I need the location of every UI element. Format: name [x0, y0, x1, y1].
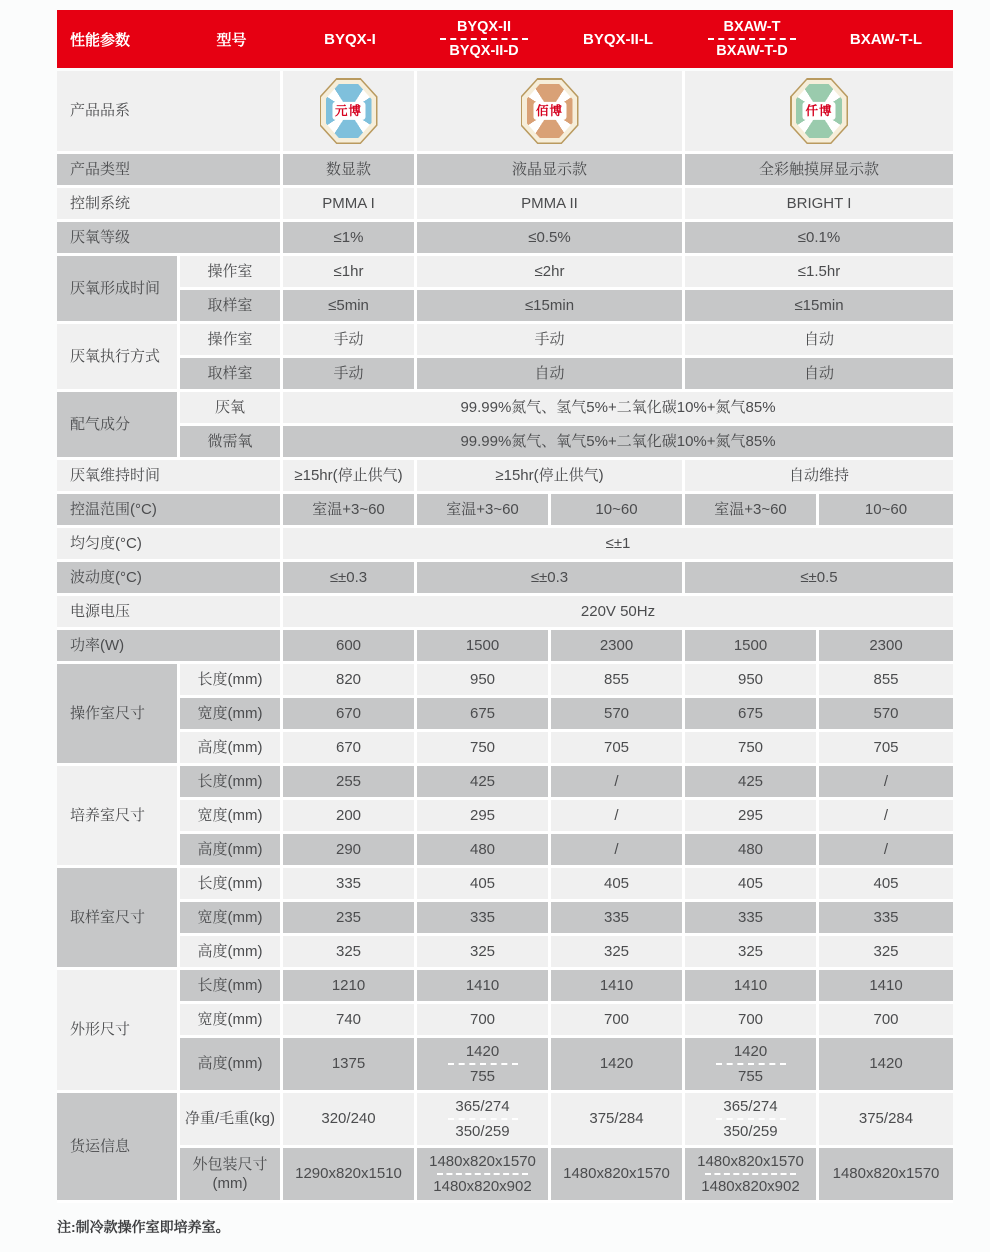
value-cell: 99.99%氮气、氧气5%+二氧化碳10%+氮气85%	[283, 426, 953, 460]
value-cell: 全彩触摸屏显示款	[685, 154, 953, 188]
value-cell: 335	[819, 902, 953, 936]
value-cell: 1480x820x1570	[551, 1148, 685, 1203]
value-cell: 液晶显示款	[417, 154, 685, 188]
dashed-divider	[716, 1118, 786, 1120]
param-label: 厌氧等级	[57, 222, 283, 256]
value-cell: 325	[417, 936, 551, 970]
value-cell: 325	[819, 936, 953, 970]
value-cell: 自动	[417, 358, 685, 392]
value-line: 755	[737, 1068, 764, 1085]
header-col-byqx2-bottom: BYQX-II-D	[449, 43, 519, 59]
value-cell: 2300	[819, 630, 953, 664]
sub-label: 长度(mm)	[180, 970, 283, 1004]
series-badge-cell	[685, 71, 953, 154]
sub-label: 宽度(mm)	[180, 902, 283, 936]
dashed-divider	[437, 1173, 529, 1175]
value-cell: 405	[819, 868, 953, 902]
value-cell: 480	[417, 834, 551, 868]
value-cell: ≤2hr	[417, 256, 685, 290]
value-cell: 数显款	[283, 154, 417, 188]
value-cell: 405	[417, 868, 551, 902]
header-col-bxawt-top: BXAW-T	[723, 19, 781, 35]
sub-label: 净重/毛重(kg)	[180, 1093, 283, 1148]
value-cell: /	[819, 800, 953, 834]
value-cell: 705	[551, 732, 685, 766]
value-cell: ≤15min	[417, 290, 685, 324]
value-cell	[417, 1148, 551, 1203]
value-cell: 570	[551, 698, 685, 732]
series-badge	[521, 78, 579, 144]
value-cell: 10~60	[819, 494, 953, 528]
sub-label: 外包装尺寸(mm)	[180, 1148, 283, 1203]
dashed-divider	[708, 38, 796, 40]
value-cell: 750	[685, 732, 819, 766]
value-cell: 700	[819, 1004, 953, 1038]
table-header	[57, 10, 953, 68]
value-cell: 1410	[819, 970, 953, 1004]
param-label: 功率(W)	[57, 630, 283, 664]
dashed-divider	[440, 38, 528, 40]
value-line: 1480x820x902	[433, 1178, 532, 1195]
group-label: 外形尺寸	[57, 970, 180, 1093]
group-label: 货运信息	[57, 1093, 180, 1203]
sub-label: 操作室	[180, 324, 283, 358]
value-cell: 99.99%氮气、氢气5%+二氧化碳10%+氮气85%	[283, 392, 953, 426]
value-cell: 325	[551, 936, 685, 970]
value-cell: 1420	[819, 1038, 953, 1093]
header-col-bxawtl: BXAW-T-L	[849, 30, 923, 48]
value-cell: ≤±1	[283, 528, 953, 562]
sub-label: 宽度(mm)	[180, 1004, 283, 1038]
header-model-title: 型号	[216, 31, 247, 49]
value-cell: 室温+3~60	[417, 494, 551, 528]
value-cell: 325	[685, 936, 819, 970]
value-cell: ≤15min	[685, 290, 953, 324]
value-cell: 855	[819, 664, 953, 698]
value-cell: ≤1%	[283, 222, 417, 256]
value-cell: 705	[819, 732, 953, 766]
header-col-bxawt	[685, 10, 819, 68]
value-cell: ≥15hr(停止供气)	[283, 460, 417, 494]
stacked-values	[429, 1152, 536, 1197]
sub-label: 操作室	[180, 256, 283, 290]
value-cell: 335	[551, 902, 685, 936]
value-cell: 855	[551, 664, 685, 698]
value-cell: 950	[417, 664, 551, 698]
value-cell: 1500	[417, 630, 551, 664]
value-cell: 295	[417, 800, 551, 834]
value-cell: 375/284	[551, 1093, 685, 1148]
value-cell: 295	[685, 800, 819, 834]
group-label: 培养室尺寸	[57, 766, 180, 868]
group-label: 配气成分	[57, 392, 180, 460]
sub-label: 高度(mm)	[180, 732, 283, 766]
value-cell: 740	[283, 1004, 417, 1038]
spec-grid	[57, 71, 953, 1203]
value-cell: 1210	[283, 970, 417, 1004]
value-cell: 手动	[417, 324, 685, 358]
value-cell: ≤1hr	[283, 256, 417, 290]
stacked-values	[716, 1042, 786, 1087]
value-line: 365/274	[455, 1097, 510, 1115]
value-cell	[685, 1038, 819, 1093]
param-label: 控温范围(°C)	[57, 494, 283, 528]
value-cell: 405	[551, 868, 685, 902]
value-cell: 570	[819, 698, 953, 732]
value-cell: 2300	[551, 630, 685, 664]
value-line: 755	[469, 1068, 496, 1085]
value-cell: /	[551, 800, 685, 834]
group-label: 厌氧执行方式	[57, 324, 180, 392]
param-label: 波动度(°C)	[57, 562, 283, 596]
dashed-divider	[705, 1173, 797, 1175]
value-cell: 600	[283, 630, 417, 664]
value-cell: 425	[685, 766, 819, 800]
value-cell: 675	[685, 698, 819, 732]
value-line: 350/259	[455, 1123, 510, 1140]
sub-label: 长度(mm)	[180, 868, 283, 902]
value-cell: 220V 50Hz	[283, 596, 953, 630]
value-cell: 1500	[685, 630, 819, 664]
value-cell: 700	[417, 1004, 551, 1038]
param-label: 产品品系	[57, 71, 283, 154]
param-label: 控制系统	[57, 188, 283, 222]
sub-label: 长度(mm)	[180, 766, 283, 800]
badge-name: 佰博	[533, 102, 566, 120]
value-cell: ≤0.5%	[417, 222, 685, 256]
value-line: 1420	[733, 1042, 768, 1060]
header-col-byqx2	[417, 10, 551, 68]
value-cell	[417, 1093, 551, 1148]
value-cell: 235	[283, 902, 417, 936]
value-cell: 1410	[685, 970, 819, 1004]
value-cell: ≤1.5hr	[685, 256, 953, 290]
stacked-values	[697, 1152, 804, 1197]
value-cell: 670	[283, 732, 417, 766]
value-cell: 375/284	[819, 1093, 953, 1148]
value-cell: 320/240	[283, 1093, 417, 1148]
value-line: 365/274	[723, 1097, 778, 1115]
sub-label: 长度(mm)	[180, 664, 283, 698]
value-cell: /	[819, 766, 953, 800]
dashed-divider	[716, 1063, 786, 1065]
stacked-values	[448, 1097, 518, 1142]
sub-label: 厌氧	[180, 392, 283, 426]
header-col-bxawt-bottom: BXAW-T-D	[716, 43, 788, 59]
value-cell	[417, 1038, 551, 1093]
value-line: 1480x820x1570	[429, 1152, 536, 1170]
series-badge	[320, 78, 378, 144]
stacked-values	[448, 1042, 518, 1087]
sub-label: 微需氧	[180, 426, 283, 460]
value-cell: 335	[417, 902, 551, 936]
group-label: 操作室尺寸	[57, 664, 180, 766]
value-cell: 480	[685, 834, 819, 868]
value-cell: BRIGHT I	[685, 188, 953, 222]
param-label: 厌氧维持时间	[57, 460, 283, 494]
value-cell: ≤0.1%	[685, 222, 953, 256]
value-cell: 10~60	[551, 494, 685, 528]
value-cell: 700	[551, 1004, 685, 1038]
value-cell: ≤±0.3	[417, 562, 685, 596]
value-cell: /	[819, 834, 953, 868]
value-cell: PMMA I	[283, 188, 417, 222]
value-cell: 255	[283, 766, 417, 800]
value-cell: 1410	[551, 970, 685, 1004]
value-cell: 425	[417, 766, 551, 800]
series-badge-cell	[283, 71, 417, 154]
spec-sheet	[57, 10, 953, 1237]
value-cell: ≤5min	[283, 290, 417, 324]
value-cell	[685, 1093, 819, 1148]
value-cell: /	[551, 766, 685, 800]
value-line: 1480x820x1570	[697, 1152, 804, 1170]
value-cell: ≤±0.5	[685, 562, 953, 596]
value-cell: 670	[283, 698, 417, 732]
value-cell: 200	[283, 800, 417, 834]
value-cell: 1290x820x1510	[283, 1148, 417, 1203]
value-cell	[685, 1148, 819, 1203]
sub-label: 高度(mm)	[180, 1038, 283, 1093]
group-label: 取样室尺寸	[57, 868, 180, 970]
value-cell: 335	[283, 868, 417, 902]
value-cell: 700	[685, 1004, 819, 1038]
value-cell: 自动维持	[685, 460, 953, 494]
value-cell: 1420	[551, 1038, 685, 1093]
series-badge-cell	[417, 71, 685, 154]
stacked-values	[716, 1097, 786, 1142]
value-cell: 自动	[685, 324, 953, 358]
value-line: 1480x820x902	[701, 1178, 800, 1195]
value-cell: 405	[685, 868, 819, 902]
dashed-divider	[448, 1118, 518, 1120]
footnote: 注:制冷款操作室即培养室。	[57, 1219, 230, 1235]
value-cell: 675	[417, 698, 551, 732]
value-cell: 750	[417, 732, 551, 766]
sub-label: 宽度(mm)	[180, 800, 283, 834]
value-cell: 950	[685, 664, 819, 698]
value-cell: 325	[283, 936, 417, 970]
param-label: 电源电压	[57, 596, 283, 630]
value-line: 350/259	[723, 1123, 778, 1140]
value-cell: 1410	[417, 970, 551, 1004]
header-param-title: 性能参数	[70, 31, 131, 49]
value-cell: 290	[283, 834, 417, 868]
value-cell: PMMA II	[417, 188, 685, 222]
sub-label: 高度(mm)	[180, 834, 283, 868]
group-label: 厌氧形成时间	[57, 256, 180, 324]
badge-name: 仟博	[802, 102, 835, 120]
value-cell: 1375	[283, 1038, 417, 1093]
value-cell: ≥15hr(停止供气)	[417, 460, 685, 494]
badge-name: 元博	[332, 102, 365, 120]
header-col-byqx2l: BYQX-II-L	[583, 30, 653, 48]
dashed-divider	[448, 1063, 518, 1065]
value-cell: 室温+3~60	[685, 494, 819, 528]
param-label: 均匀度(°C)	[57, 528, 283, 562]
value-cell: 1480x820x1570	[819, 1148, 953, 1203]
value-cell: ≤±0.3	[283, 562, 417, 596]
header-col-byqx1: BYQX-I	[324, 30, 376, 48]
value-cell: 手动	[283, 324, 417, 358]
series-badge	[790, 78, 848, 144]
param-label: 产品类型	[57, 154, 283, 188]
value-cell: 手动	[283, 358, 417, 392]
value-cell: 室温+3~60	[283, 494, 417, 528]
value-cell: 335	[685, 902, 819, 936]
sub-label: 取样室	[180, 290, 283, 324]
sub-label: 高度(mm)	[180, 936, 283, 970]
value-cell: /	[551, 834, 685, 868]
value-cell: 自动	[685, 358, 953, 392]
sub-label: 取样室	[180, 358, 283, 392]
sub-label: 宽度(mm)	[180, 698, 283, 732]
value-cell: 820	[283, 664, 417, 698]
header-col-byqx2-top: BYQX-II	[457, 19, 511, 35]
value-line: 1420	[465, 1042, 500, 1060]
